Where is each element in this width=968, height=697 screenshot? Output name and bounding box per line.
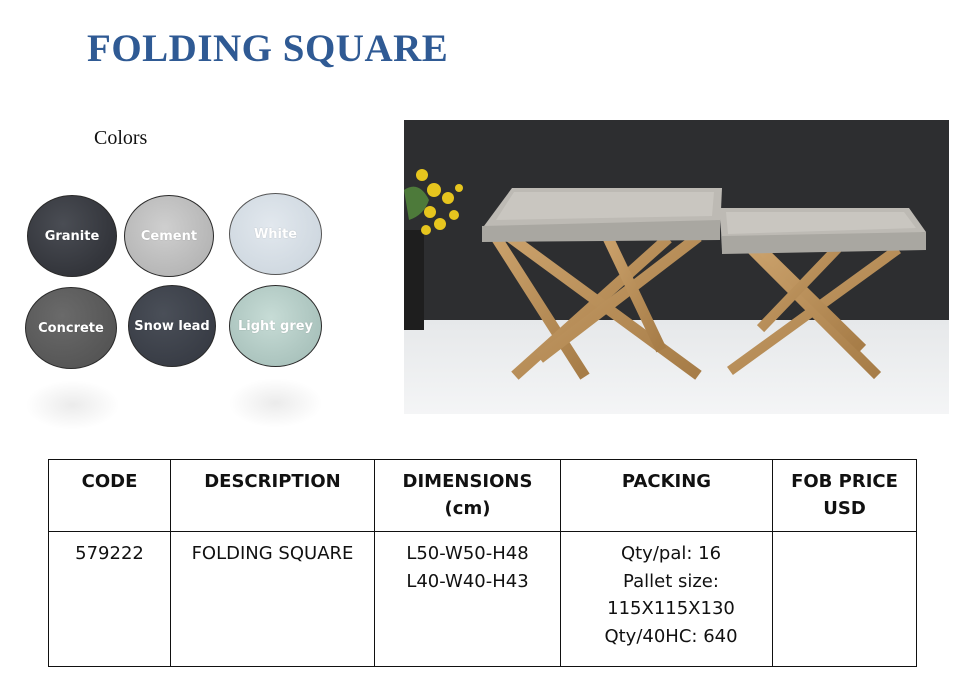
cell-packing: Qty/pal: 16 Pallet size: 115X115X130 Qty/40HC: 640 — [561, 532, 773, 667]
swatch-label: Snow lead — [134, 318, 210, 334]
swatch-white — [229, 193, 322, 275]
swatch-reflection — [25, 380, 120, 430]
swatch-label: White — [253, 226, 298, 242]
swatch-light-grey — [229, 285, 322, 367]
swatch-cement — [124, 195, 214, 277]
swatch-label: Granite — [44, 228, 100, 244]
cell-code: 579222 — [49, 532, 171, 667]
header-dimensions: DIMENSIONS (cm) — [375, 460, 561, 532]
swatch-reflection — [228, 378, 323, 428]
table-header-row — [49, 460, 917, 532]
swatch-label: Concrete — [38, 320, 104, 336]
header-packing: PACKING — [561, 460, 773, 532]
swatch-granite — [27, 195, 117, 277]
header-code: CODE — [49, 460, 171, 532]
swatch-label: Cement — [140, 228, 198, 244]
header-fob-price: FOB PRICE USD — [773, 460, 917, 532]
cell-fob-price — [773, 532, 917, 667]
table-row — [49, 532, 917, 667]
colors-label: Colors — [94, 127, 148, 149]
cell-description: FOLDING SQUARE — [171, 532, 375, 667]
header-description: DESCRIPTION — [171, 460, 375, 532]
swatch-label: Light grey — [237, 318, 314, 334]
swatch-concrete — [25, 287, 117, 369]
spec-table — [48, 459, 917, 667]
cell-dimensions: L50-W50-H48 L40-W40-H43 — [375, 532, 561, 667]
page-title: FOLDING SQUARE — [87, 27, 449, 70]
product-photo — [404, 120, 949, 414]
swatch-snow-lead — [128, 285, 216, 367]
